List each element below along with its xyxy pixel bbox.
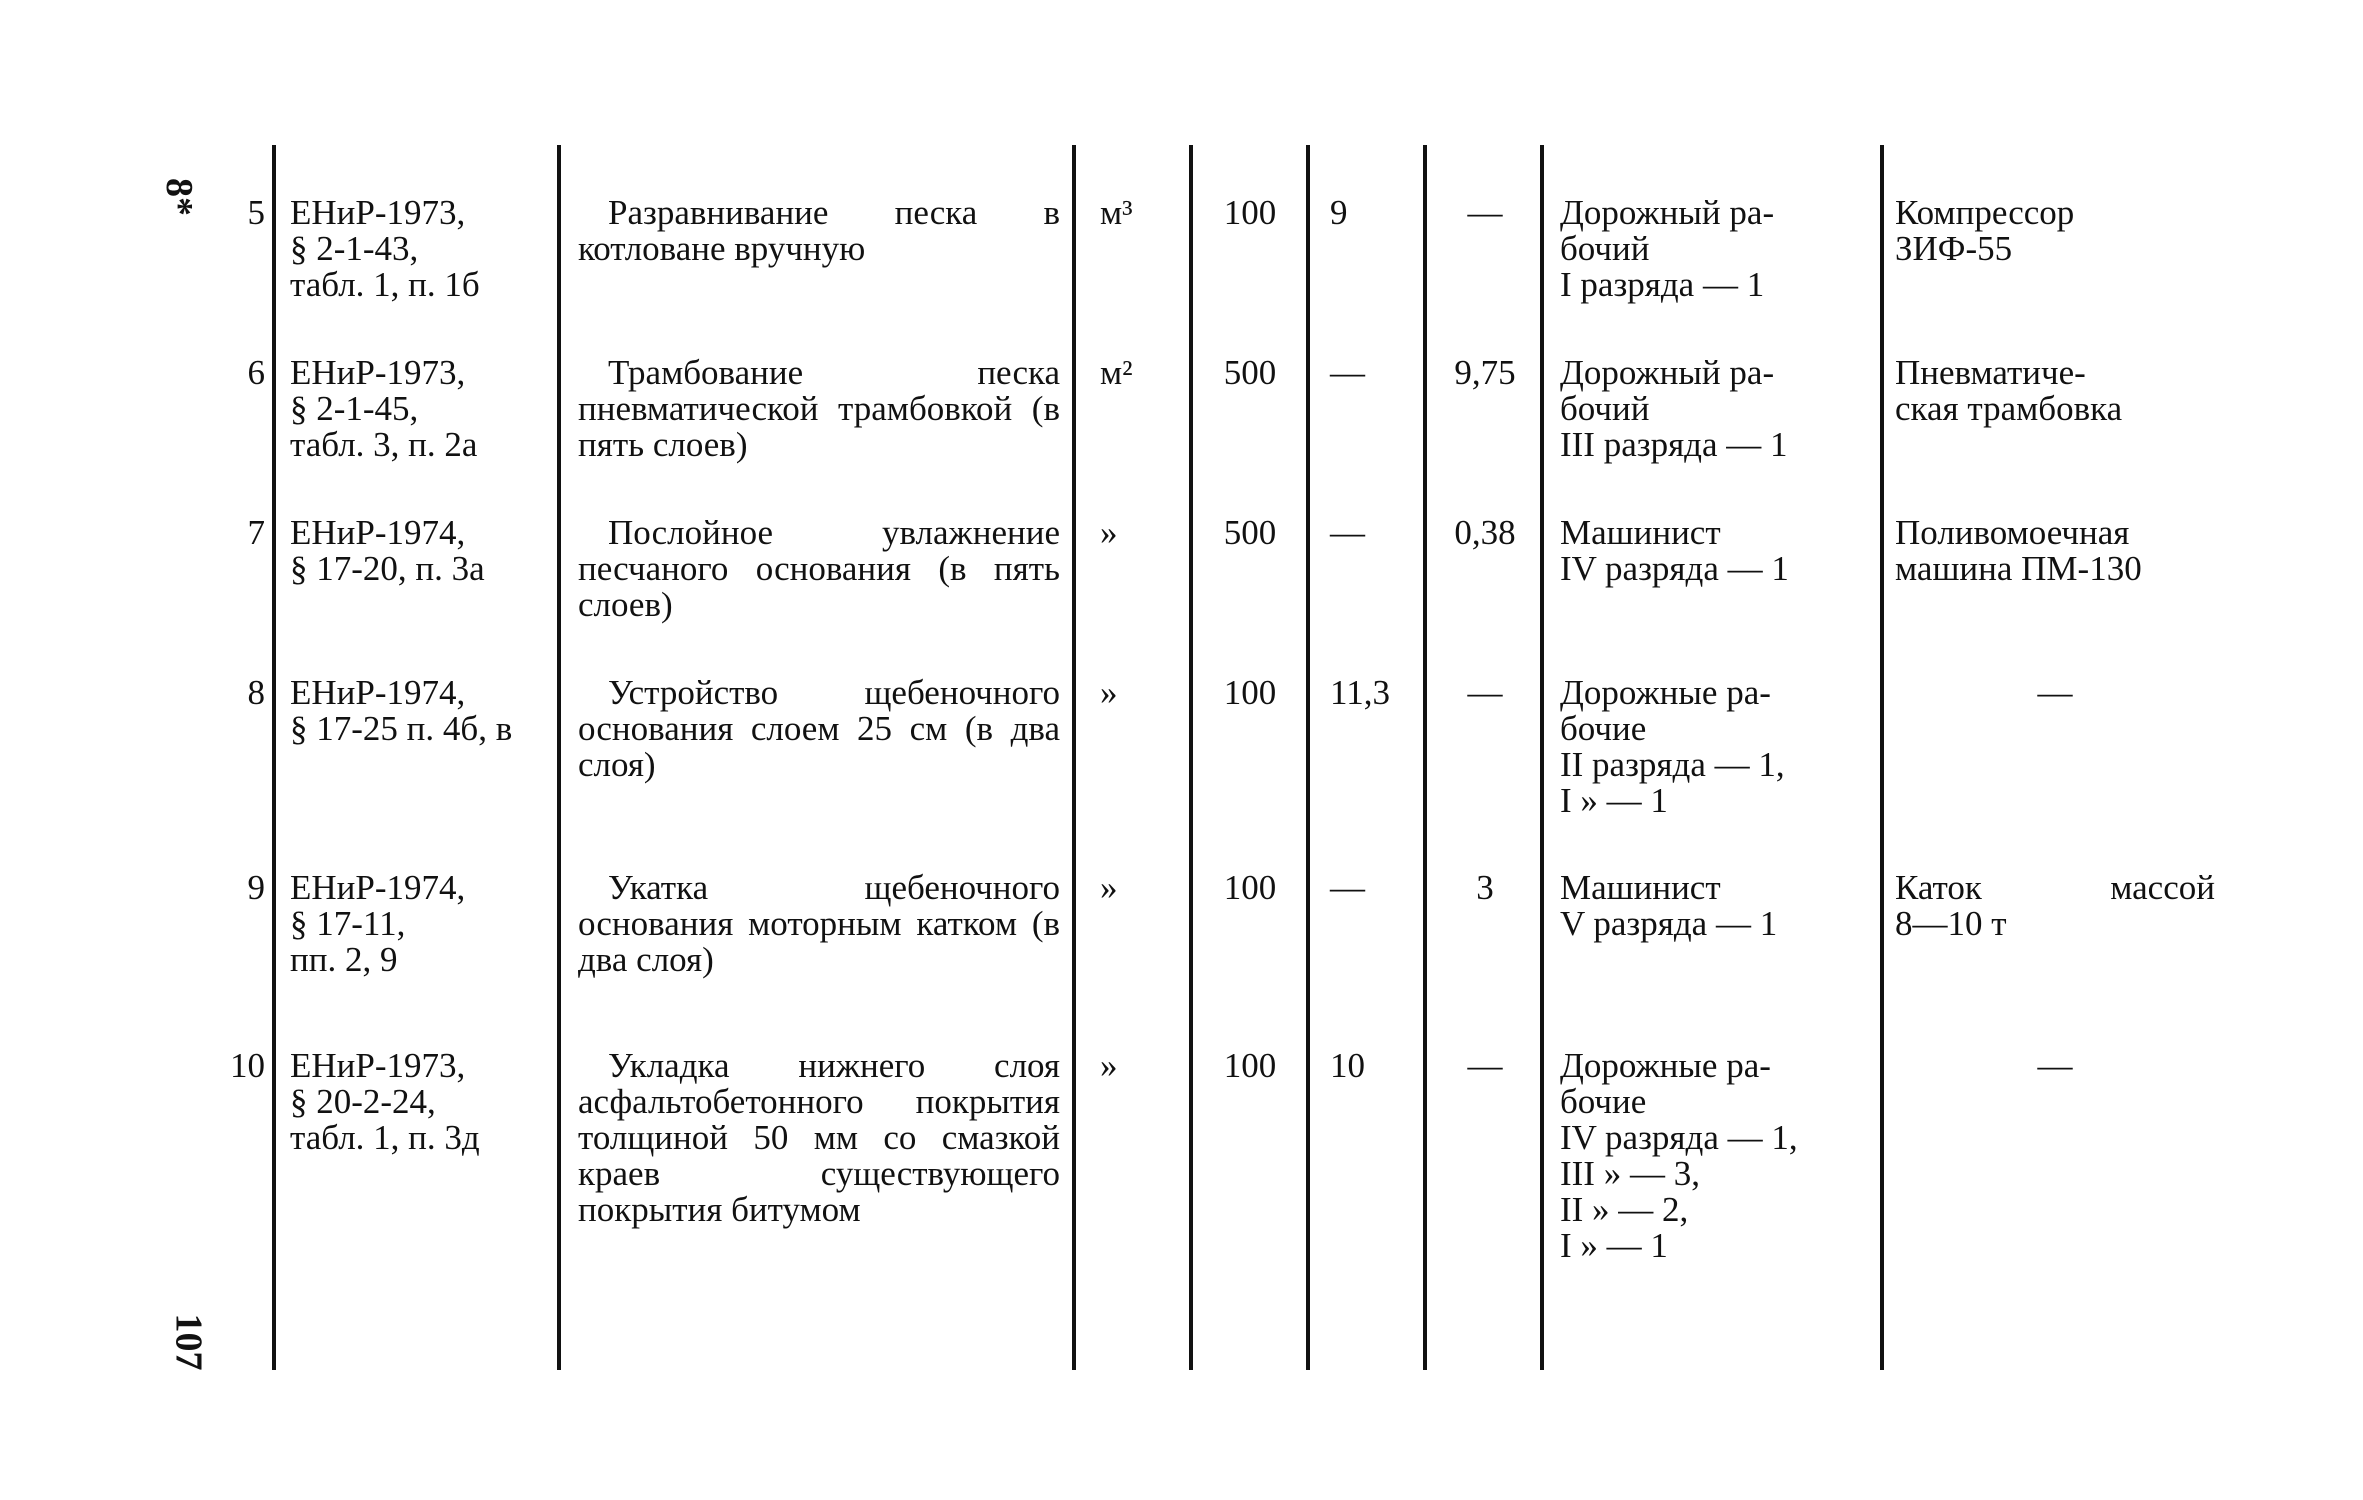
cell-line: Поливомоечная — [1895, 513, 2130, 552]
cell-line: I разряда — 1 — [1560, 265, 1765, 304]
cell-no: 7 — [247, 513, 265, 552]
cell-unit: м² — [1100, 353, 1133, 392]
cell-col-b: 0,38 — [1454, 513, 1516, 552]
cell-no: 8 — [247, 673, 265, 712]
cell-qty: 100 — [1223, 868, 1277, 907]
cell-line: Пневматиче- — [1895, 353, 2086, 392]
cell-line: табл. 1, п. 1б — [290, 265, 480, 304]
cell-work: Трамбование песка пневматической трамбовкой (в пять слоев) — [578, 353, 1060, 464]
cell-line: § 17-11, — [290, 904, 406, 943]
cell-col-b: 3 — [1476, 868, 1494, 907]
cell-workers — [1560, 355, 1875, 463]
cell-line: § 2-1-43, — [290, 229, 419, 268]
page-number: 107 — [167, 1313, 210, 1371]
cell-line: V разряда — 1 — [1560, 904, 1778, 943]
cell-no: 10 — [230, 1046, 265, 1085]
cell-col-a: — — [1330, 513, 1365, 552]
cell-line: § 17-25 п. 4б, в — [290, 709, 513, 748]
cell-machine — [1895, 515, 2215, 587]
cell-col-a: — — [1330, 353, 1365, 392]
cell-line: 8—10 т — [1895, 904, 2007, 943]
cell-workers — [1560, 675, 1875, 819]
cell-work: Разравнивание песка в котловане вручную — [578, 193, 1060, 268]
cell-line: бочий — [1560, 389, 1650, 428]
cell-norm — [290, 870, 555, 978]
cell-col-a: 9 — [1330, 193, 1348, 232]
cell-work: Послойное увлажнение песчаного основания (в пять слоев) — [578, 513, 1060, 624]
cell-norm — [290, 515, 555, 587]
cell-col-b: — — [1467, 673, 1503, 712]
cell-col-b: 9,75 — [1454, 353, 1516, 392]
cell-qty: 100 — [1223, 673, 1277, 712]
cell-norm — [290, 675, 555, 747]
cell-no: 9 — [247, 868, 265, 907]
cell-line: I » — 1 — [1560, 781, 1668, 820]
cell-line: Машинист — [1560, 513, 1721, 552]
cell-unit: м³ — [1100, 193, 1133, 232]
cell-line: II » — 2, — [1560, 1190, 1689, 1229]
cell-line: табл. 3, п. 2а — [290, 425, 478, 464]
cell-line: бочие — [1560, 709, 1647, 748]
cell-line: — — [2037, 673, 2073, 712]
cell-col-a: 11,3 — [1330, 673, 1390, 712]
column-rule — [1306, 145, 1310, 1370]
cell-line: II разряда — 1, — [1560, 745, 1785, 784]
cell-line: машина ПМ-130 — [1895, 549, 2142, 588]
cell-unit: » — [1100, 868, 1118, 907]
cell-col-b: — — [1467, 1046, 1503, 1085]
cell-line: III » — 3, — [1560, 1154, 1700, 1193]
column-rule — [557, 145, 561, 1370]
cell-workers — [1560, 195, 1875, 303]
column-rule — [1540, 145, 1544, 1370]
cell-line: Дорожный ра- — [1560, 193, 1775, 232]
cell-line: Дорожные ра- — [1560, 1046, 1771, 1085]
cell-line: Машинист — [1560, 868, 1721, 907]
cell-workers — [1560, 1048, 1875, 1264]
cell-machine — [1895, 1048, 2215, 1084]
cell-line: Дорожные ра- — [1560, 673, 1771, 712]
cell-work: Укладка нижнего слоя асфальтобетонного покрытия толщиной 50 мм со смазкой краев существующего покрытия битумом — [578, 1046, 1060, 1229]
cell-line: ЕНиР-1974, — [290, 673, 466, 712]
cell-line: IV разряда — 1 — [1560, 549, 1789, 588]
column-rule — [1880, 145, 1884, 1370]
cell-unit: » — [1100, 1046, 1118, 1085]
cell-line: табл. 1, п. 3д — [290, 1118, 480, 1157]
cell-machine — [1895, 870, 2215, 942]
cell-line: Компрессор — [1895, 193, 2075, 232]
cell-line: Каток массой — [1895, 868, 2215, 907]
cell-qty: 100 — [1223, 1046, 1277, 1085]
cell-line: III разряда — 1 — [1560, 425, 1788, 464]
cell-norm — [290, 1048, 555, 1156]
cell-col-b: — — [1467, 193, 1503, 232]
cell-line: бочий — [1560, 229, 1650, 268]
cell-workers — [1560, 515, 1875, 587]
cell-line: ЕНиР-1973, — [290, 193, 466, 232]
cell-machine — [1895, 195, 2215, 267]
column-rule — [272, 145, 276, 1370]
cell-unit: » — [1100, 673, 1118, 712]
cell-line: § 2-1-45, — [290, 389, 419, 428]
cell-line: ЕНиР-1973, — [290, 1046, 466, 1085]
cell-line: ская трамбовка — [1895, 389, 2123, 428]
cell-work: Устройство щебеночного основания слоем 25 см (в два слоя) — [578, 673, 1060, 784]
cell-line: ЕНиР-1974, — [290, 868, 466, 907]
cell-qty: 500 — [1223, 353, 1277, 392]
cell-col-a: 10 — [1330, 1046, 1365, 1085]
cell-norm — [290, 195, 555, 303]
cell-line: бочие — [1560, 1082, 1647, 1121]
cell-line: IV разряда — 1, — [1560, 1118, 1798, 1157]
cell-line: пп. 2, 9 — [290, 940, 398, 979]
cell-machine — [1895, 355, 2215, 427]
cell-line: ЕНиР-1973, — [290, 353, 466, 392]
cell-unit: » — [1100, 513, 1118, 552]
column-rule — [1189, 145, 1193, 1370]
cell-no: 6 — [247, 353, 265, 392]
cell-line: § 17-20, п. 3а — [290, 549, 485, 588]
signature-mark: 8* — [158, 178, 200, 216]
cell-line: I » — 1 — [1560, 1226, 1668, 1265]
cell-line: Дорожный ра- — [1560, 353, 1775, 392]
cell-machine — [1895, 675, 2215, 711]
cell-qty: 100 — [1223, 193, 1277, 232]
cell-line: — — [2037, 1046, 2073, 1085]
cell-line: ЕНиР-1974, — [290, 513, 466, 552]
cell-line: ЗИФ-55 — [1895, 229, 2013, 268]
cell-norm — [290, 355, 555, 463]
cell-col-a: — — [1330, 868, 1365, 907]
column-rule — [1423, 145, 1427, 1370]
column-rule — [1072, 145, 1076, 1370]
cell-workers — [1560, 870, 1875, 942]
cell-line: § 20-2-24, — [290, 1082, 436, 1121]
cell-no: 5 — [247, 193, 265, 232]
cell-qty: 500 — [1223, 513, 1277, 552]
cell-work: Укатка щебеночного основания моторным катком (в два слоя) — [578, 868, 1060, 979]
